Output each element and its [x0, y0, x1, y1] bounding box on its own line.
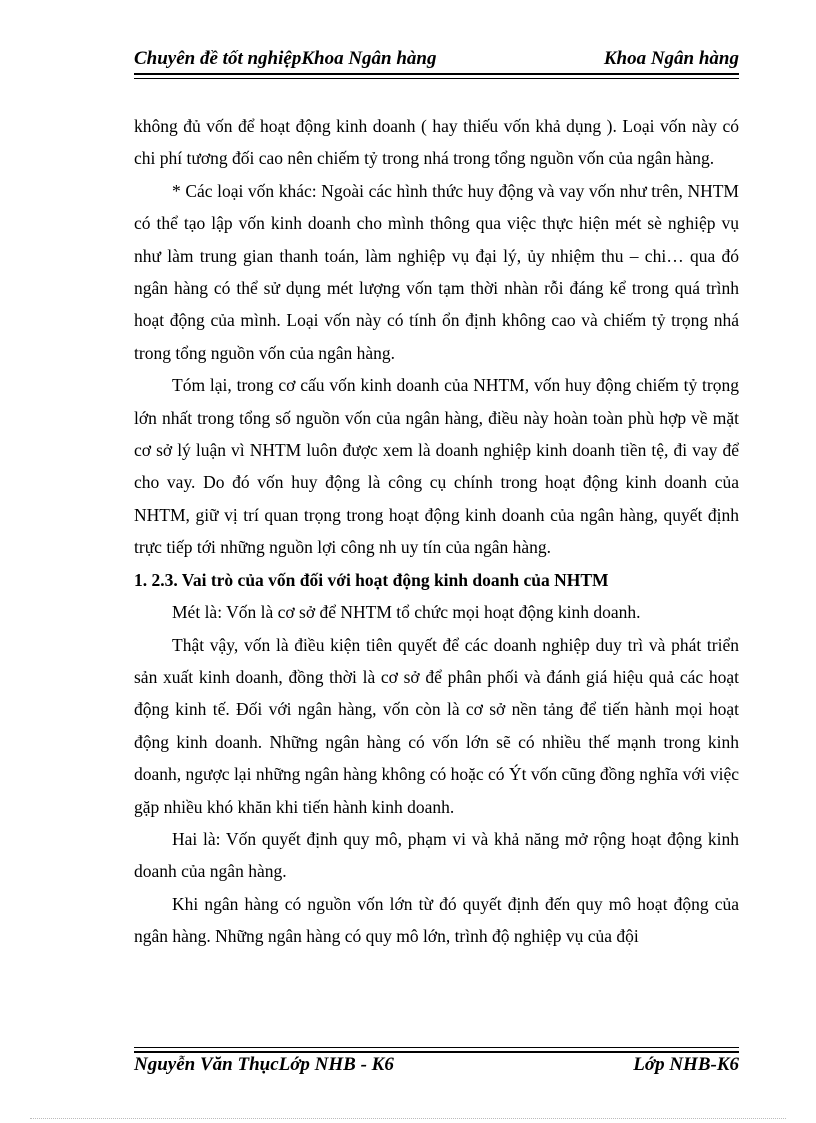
footer-divider — [134, 1047, 739, 1053]
paragraph-5: Thật vậy, vốn là điều kiện tiên quyết để các doanh nghiệp duy trì và phát triển sản xuất kinh doanh, đồng thời là cơ sở để phân phối và đánh giá hiệu quả các hoạt động kinh tế. Đối với ngân hàng, vốn còn là cơ sở nền tảng để tiến hành mọi hoạt động kinh doanh. Những ngân hàng có vốn lớn sẽ có nhiều thế mạnh trong kinh doanh, ngược lại những ngân hàng không có hoặc có Ýt vốn cũng đồng nghĩa với việc gặp nhiều khó khăn khi tiến hành kinh doanh. — [134, 634, 739, 817]
paragraph-7: Khi ngân hàng có nguồn vốn lớn từ đó quyết định đến quy mô hoạt động của ngân hàng. Những ngân hàng có quy mô lớn, trình độ nghiệp vụ của đội — [134, 893, 739, 947]
paragraph-2: * Các loại vốn khác: Ngoài các hình thức huy động và vay vốn như trên, NHTM có thể tạo lập vốn kinh doanh cho mình thông qua việc thực hiện mét sè nghiệp vụ như làm trung gian thanh toán, làm nghiệp vụ đại lý, ủy nhiệm thu – chi… qua đó ngân hàng có thể sử dụng mét lượng vốn tạm thời nhàn rỗi đáng kể trong quá trình hoạt động của mình. Loại vốn này có tính ổn định không cao và chiếm tỷ trọng nhá trong tổng nguồn vốn của ngân hàng. — [134, 180, 739, 363]
paragraph-6: Hai là: Vốn quyết định quy mô, phạm vi và khả năng mở rộng hoạt động kinh doanh của ngân hàng. — [134, 828, 739, 882]
page-footer — [134, 1054, 739, 1082]
footer-left-author: Nguyễn Văn ThụcLớp NHB - K6 — [134, 1054, 394, 1075]
section-heading: 1. 2.3. Vai trò của vốn đối với hoạt động kinh doanh của NHTM — [134, 569, 609, 590]
document-body — [134, 110, 739, 953]
page-header — [134, 46, 739, 74]
paragraph-3: Tóm lại, trong cơ cấu vốn kinh doanh của NHTM, vốn huy động chiếm tỷ trọng lớn nhất trong tổng số nguồn vốn của ngân hàng, điều này hoàn toàn phù hợp về mặt cơ sở lý luận vì NHTM luôn được xem là doanh nghiệp kinh doanh tiền tệ, đi vay để cho vay. Do đó vốn huy động là công cụ chính trong hoạt động kinh doanh của NHTM, giữ vị trí quan trọng trong hoạt động kinh doanh của ngân hàng, quyết định trực tiếp tới những nguồn lợi công nh uy tín của ngân hàng. — [134, 375, 739, 558]
paragraph-4: Mét là: Vốn là cơ sở để NHTM tổ chức mọi hoạt động kinh doanh. — [172, 602, 641, 623]
footer-right-class: Lớp NHB-K6 — [633, 1054, 739, 1075]
header-left-title: Chuyên đề tốt nghiệpKhoa Ngân hàng — [134, 48, 437, 69]
header-divider — [134, 73, 739, 79]
header-right-title: Khoa Ngân hàng — [603, 48, 739, 69]
paragraph-1: không đủ vốn để hoạt động kinh doanh ( hay thiếu vốn khả dụng ). Loại vốn này có chi phí tương đối cao nên chiếm tỷ trong nhá trong tổng nguồn vốn của ngân hàng. — [134, 116, 739, 169]
page-edge — [30, 1118, 786, 1119]
